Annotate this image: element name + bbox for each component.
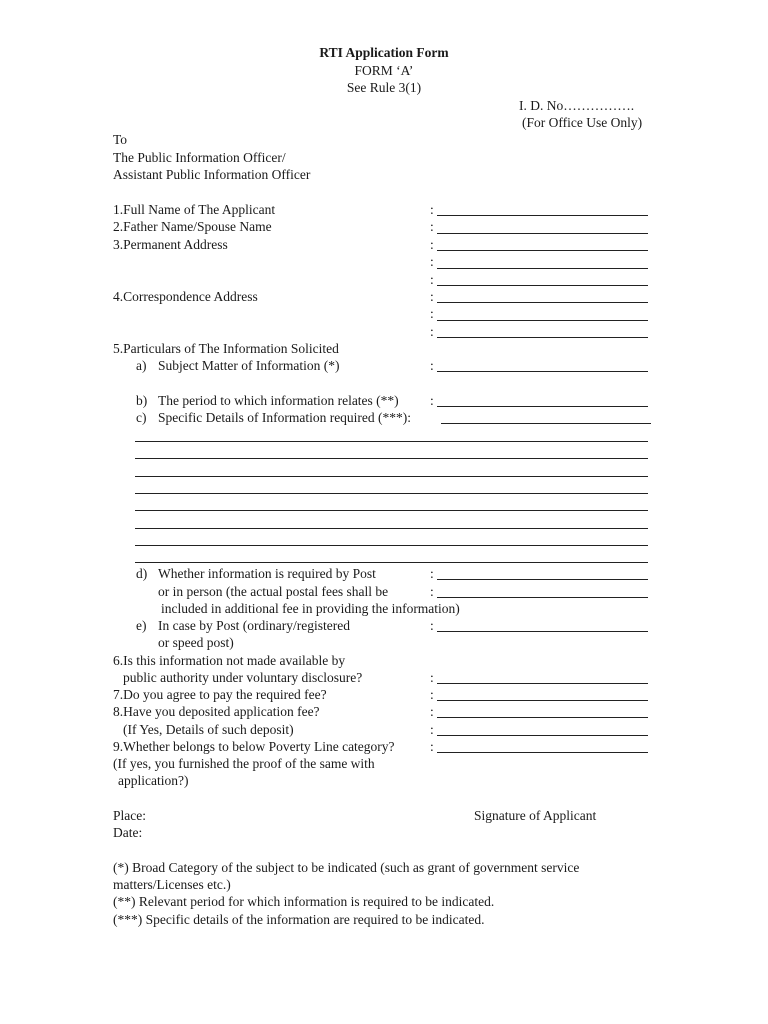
q9-label-line-2: (If yes, you furnished the proof of the same with <box>113 756 375 771</box>
addressee-to: To <box>113 132 128 147</box>
colon: : <box>430 358 434 373</box>
full-name-field[interactable] <box>437 215 648 216</box>
post-field-1[interactable] <box>437 579 648 580</box>
specific-details-line[interactable] <box>135 476 648 477</box>
post-label-line-2: or in person (the actual postal fees shall be <box>158 584 389 599</box>
specific-marker: c) <box>136 410 147 425</box>
q6-label-line-2: public authority under voluntary disclosure? <box>123 670 363 685</box>
office-use-note: (For Office Use Only) <box>522 115 643 130</box>
specific-details-line[interactable] <box>135 458 648 459</box>
specific-details-line[interactable] <box>135 528 648 529</box>
q8-field-1[interactable] <box>437 717 648 718</box>
particulars-heading: 5.Particulars of The Information Solicited <box>113 341 339 356</box>
colon: : <box>430 618 434 633</box>
specific-details-line[interactable] <box>135 510 648 511</box>
father-name-field[interactable] <box>437 233 648 234</box>
form-title: RTI Application Form <box>319 45 449 60</box>
date-label: Date: <box>113 825 143 840</box>
q9-field[interactable] <box>437 752 648 753</box>
colon: : <box>430 272 434 287</box>
form-label: FORM ‘A’ <box>354 63 414 78</box>
q7-label: 7.Do you agree to pay the required fee? <box>113 687 327 702</box>
specific-details-line[interactable] <box>135 493 648 494</box>
permanent-address-field-2[interactable] <box>437 268 648 269</box>
colon: : <box>430 739 434 754</box>
note-1-line-2: matters/Licenses etc.) <box>113 877 231 892</box>
specific-details-line[interactable] <box>135 545 648 546</box>
colon: : <box>430 704 434 719</box>
subject-field[interactable] <box>437 371 648 372</box>
father-name-label: 2.Father Name/Spouse Name <box>113 219 272 234</box>
note-3: (***) Specific details of the information are required to be indicated. <box>113 912 485 927</box>
colon: : <box>430 393 434 408</box>
colon: : <box>430 289 434 304</box>
post-marker: d) <box>136 566 148 581</box>
subject-label: Subject Matter of Information (*) <box>158 358 340 373</box>
case-post-label-line-2: or speed post) <box>158 635 234 650</box>
specific-details-line[interactable] <box>135 441 648 442</box>
permanent-address-field-3[interactable] <box>437 285 648 286</box>
q8-label-line-2: (If Yes, Details of such deposit) <box>123 722 294 737</box>
note-2: (**) Relevant period for which information is required to be indicated. <box>113 894 495 909</box>
correspondence-address-field-2[interactable] <box>437 320 648 321</box>
case-post-field[interactable] <box>437 631 648 632</box>
place-label: Place: <box>113 808 146 823</box>
addressee-line-1: The Public Information Officer/ <box>113 150 286 165</box>
correspondence-address-field-3[interactable] <box>437 337 648 338</box>
specific-field[interactable] <box>441 423 651 424</box>
period-field[interactable] <box>437 406 648 407</box>
subject-marker: a) <box>136 358 147 373</box>
signature-label: Signature of Applicant <box>474 808 597 823</box>
correspondence-address-field-1[interactable] <box>437 302 648 303</box>
id-number: I. D. No……………. <box>519 98 635 113</box>
correspondence-address-label: 4.Correspondence Address <box>113 289 258 304</box>
permanent-address-field-1[interactable] <box>437 250 648 251</box>
colon: : <box>430 237 434 252</box>
colon: : <box>430 722 434 737</box>
period-label: The period to which information relates (**) <box>158 393 399 408</box>
specific-label: Specific Details of Information required (***): <box>158 410 412 425</box>
colon: : <box>430 324 434 339</box>
q7-field[interactable] <box>437 700 648 701</box>
post-field-2[interactable] <box>437 597 648 598</box>
post-label-line-1: Whether information is required by Post <box>158 566 376 581</box>
post-label-line-3: included in additional fee in providing the information) <box>161 601 460 616</box>
period-marker: b) <box>136 393 148 408</box>
colon: : <box>430 202 434 217</box>
colon: : <box>430 566 434 581</box>
addressee-line-2: Assistant Public Information Officer <box>113 167 311 182</box>
case-post-label-line-1: In case by Post (ordinary/registered <box>158 618 350 633</box>
colon: : <box>430 219 434 234</box>
q6-label-line-1: 6.Is this information not made available by <box>113 653 346 668</box>
colon: : <box>430 306 434 321</box>
permanent-address-label: 3.Permanent Address <box>113 237 228 252</box>
note-1-line-1: (*) Broad Category of the subject to be indicated (such as grant of government service <box>113 860 580 875</box>
full-name-label: 1.Full Name of The Applicant <box>113 202 276 217</box>
colon: : <box>430 670 434 685</box>
specific-details-line[interactable] <box>135 562 648 563</box>
colon: : <box>430 687 434 702</box>
colon: : <box>430 584 434 599</box>
case-post-marker: e) <box>136 618 147 633</box>
colon: : <box>430 254 434 269</box>
q9-label-line-1: 9.Whether belongs to below Poverty Line category? <box>113 739 395 754</box>
q9-label-line-3: application?) <box>118 773 189 788</box>
q8-field-2[interactable] <box>437 735 648 736</box>
q6-field[interactable] <box>437 683 648 684</box>
q8-label-line-1: 8.Have you deposited application fee? <box>113 704 320 719</box>
rule-reference: See Rule 3(1) <box>346 80 422 95</box>
